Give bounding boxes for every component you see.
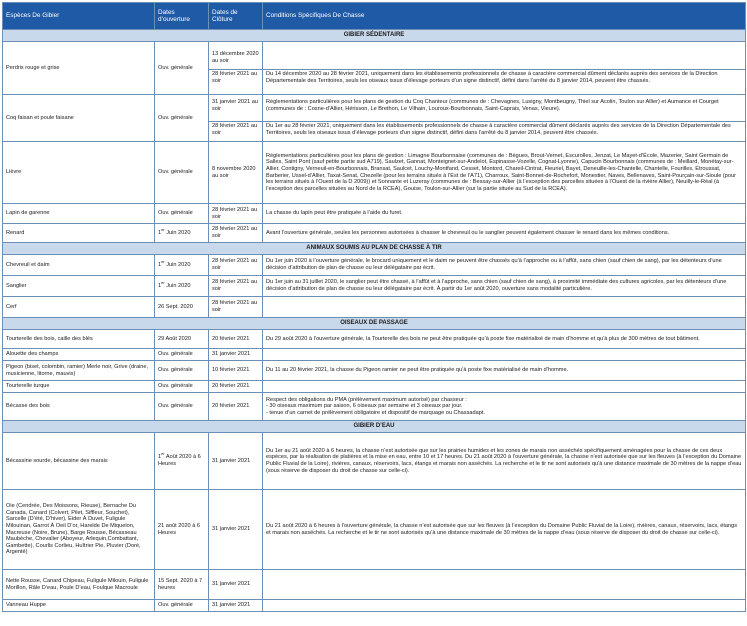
species-cell: Bécasse des bois	[3, 393, 155, 421]
condition-a: Réglementations particulières pour les plans de gestion du Coq Chanteur (communes de : Chevagnes, Lusigny, Montbeugny, Thiel sur Acolin, Toulon sur Allier) et Aumance et Courget (communes de : Cosne-d’Allier, Hérisson, Le Brethon, Le Vilhain, Louroux-Bourbonnais, Saint-Caprais, Venas, Vieure).	[263, 98, 745, 122]
closing-date-cell: 28 février 2021 au soir	[209, 204, 263, 224]
species-cell: Bécassine sourde, bécassine des marais	[3, 433, 155, 490]
table-row	[3, 204, 746, 224]
opening-date-sup: er	[161, 258, 165, 264]
species-cell: Perdrix rouge et grise	[3, 42, 155, 95]
closing-date-cell	[209, 42, 263, 95]
closing-date-cell: 20 février 2021	[209, 330, 263, 349]
closing-date-cell: 31 janvier 2021	[209, 570, 263, 600]
section-title: GIBIER D’EAU	[3, 421, 746, 433]
closing-date-cell: 31 janvier 2021	[209, 433, 263, 490]
closing-date-cell	[209, 95, 263, 142]
opening-date-cell: Ouv. générale	[155, 393, 209, 421]
opening-date-rest: Juin 2020	[164, 229, 191, 236]
condition-cell	[263, 600, 746, 612]
closing-date-cell: 28 février 2021 au soir	[209, 224, 263, 243]
species-cell: Sanglier	[3, 276, 155, 297]
condition-a	[263, 50, 745, 70]
section-title: ANIMAUX SOUMIS AU PLAN DE CHASSE À TIR	[3, 243, 746, 255]
opening-date-cell: Ouv. générale	[155, 142, 209, 204]
opening-date-cell: Ouv. générale	[155, 204, 209, 224]
closing-date-cell: 31 janvier 2021	[209, 600, 263, 612]
table-header-row	[3, 3, 746, 30]
condition-cell: La chasse du lapin peut être pratiquée à l’aide du furet.	[263, 204, 746, 224]
opening-date-cell	[155, 224, 209, 243]
table-row	[3, 361, 746, 381]
condition-line: - 30 oiseaux maximum par saison, 6 oiseaux par semaine et 3 oiseaux par jour.	[266, 403, 463, 410]
closing-date-cell: 8 novembre 2020 au soir	[209, 142, 263, 204]
condition-cell: Du 11 au 20 février 2021, la chasse du Pigeon ramier ne peut être pratiquée qu’à poste fixe matérialisé de main d’homme.	[263, 361, 746, 381]
closing-date-cell: 10 février 2021	[209, 361, 263, 381]
opening-date-cell: Ouv. générale	[155, 381, 209, 393]
hunting-seasons-table	[2, 2, 746, 612]
table-row	[3, 381, 746, 393]
table-row	[3, 276, 746, 297]
table-row	[3, 433, 746, 490]
table-row	[3, 570, 746, 600]
closing-date-cell: 20 février 2021	[209, 393, 263, 421]
condition-cell: Du 1er au 21 août 2020 à 6 heures, la chasse n’est autorisée que sur les prairies humides et les zones de marais non asséchés spécifiquement aménagées pour la chasse de ces deux espèces, par la réalisation de platières et la mise en eau, entre 10 et 17 heures. Du 21 août 2020 à l’ouverture générale, la chasse n’est autorisée que sur les fleuves (à l’exception du Domaine Public Fluvial de la Loire), rivières, canaux, réservoirs, lacs, étangs et marais non asséchés. La recherche et le tir ne sont autorisés qu’à une distance maximale de 30 mètres de la nappe d’eau (sous réserve de disposer du droit de chasse sur celle-ci).	[263, 433, 746, 490]
species-cell: Coq faisan et poule faisane	[3, 95, 155, 142]
condition-cell	[263, 349, 746, 361]
table-row	[3, 255, 746, 276]
species-cell: Chevreuil et daim	[3, 255, 155, 276]
closing-date-a: 13 décembre 2020 au soir	[209, 50, 262, 70]
opening-date-cell: 26 Sept. 2020	[155, 297, 209, 318]
closing-date-cell: 28 février 2021 au soir	[209, 297, 263, 318]
condition-cell: Du 21 août 2020 à 6 heures à l’ouverture générale, la chasse n’est autorisée que sur les fleuves (à l’exception du Domaine Public Fluvial de la Loire), rivières, canaux, réservoirs, lacs, étangs et marais non asséchés. La recherche et le tir ne sont autorisés qu’à une distance maximale de 30 mètres de la nappe d’eau (sous réserve de disposer du droit de chasse sur celle-ci).	[263, 490, 746, 570]
table-row	[3, 297, 746, 318]
opening-date-sup: er	[161, 451, 165, 457]
closing-date-cell: 31 janvier 2021	[209, 349, 263, 361]
opening-date-cell	[155, 255, 209, 276]
species-cell: Lapin de garenne	[3, 204, 155, 224]
section-title: OISEAUX DE PASSAGE	[3, 318, 746, 330]
table-row	[3, 224, 746, 243]
opening-date-cell: Ouv. générale	[155, 95, 209, 142]
section-row	[3, 318, 746, 330]
opening-date-text: 1	[158, 261, 162, 268]
closing-date-cell: 31 janvier 2021	[209, 490, 263, 570]
species-cell: Cerf	[3, 297, 155, 318]
table-row	[3, 330, 746, 349]
opening-date-cell: Ouv. générale	[155, 42, 209, 95]
opening-date-cell: Ouv. générale	[155, 349, 209, 361]
opening-date-cell: 15 Sept. 2020 à 7 heures	[155, 570, 209, 600]
condition-cell: Du 1er juin 2020 à l’ouverture générale, le brocard uniquement et le daim ne peuvent être chassés qu’à l’approche ou à l’affût, sans chien (sauf chien de sang), par les détenteurs d’une décision d’attribution de plan de chasse ou leur délégataire par écrit.	[263, 255, 746, 276]
section-row	[3, 243, 746, 255]
species-cell: Nette Rousse, Canard Chipeau, Fuligule Milouin, Fuligule Morillon, Râle D’eau, Poule D’eau, Foulque Macroule	[3, 570, 155, 600]
species-cell: Lièvre	[3, 142, 155, 204]
condition-cell	[263, 297, 746, 318]
species-cell: Alouette des champs	[3, 349, 155, 361]
table-row	[3, 490, 746, 570]
condition-cell: Du 1er juin au 31 juillet 2020, le sanglier peut être chassé, à l’affût et à l’approche, sans chien (sauf chien de sang), à proximité immédiate des cultures agricoles, par les détenteurs d’une décision d’attribution de plan de chasse ou leur délégataire par écrit. À partir du 1er août 2020, ouverture sans modalité particulière.	[263, 276, 746, 297]
species-cell: Tourterelle turque	[3, 381, 155, 393]
table-row	[3, 349, 746, 361]
table-row	[3, 42, 746, 95]
closing-date-cell: 20 février 2021	[209, 381, 263, 393]
table-row	[3, 600, 746, 612]
section-row	[3, 30, 746, 42]
species-cell: Oie (Cendrée, Des Moissons, Rieuse), Bernache Du Canada, Canard (Colvert, Pilet, Siffleur, Souchet), Sarcelle (D’été, D’hiver), Eider À Duvet, Fuligule Milouinan, Garrot À Oeil D’or, Harelde De Miquelon, Macreuse (Noire, Brune), Barge Rousse, Bécasseau Maubèche, Chevalier (Aboyeur, Arlequin,Combattant, Gambette), Courlis Corlieu, Huîtrier Pie, Pluvier (Doré, Argenté)	[3, 490, 155, 570]
opening-date-sup: er	[161, 279, 165, 285]
condition-cell: Du 29 août 2020 à l’ouverture générale, la Tourterelle des bois ne peut être pratiquée qu’à poste fixe matérialisé de main d’homme et qu’à plus de 300 mètres de tout bâtiment.	[263, 330, 746, 349]
opening-date-cell: Ouv. générale	[155, 600, 209, 612]
closing-date-b: 28 février 2021 au soir	[212, 123, 258, 136]
closing-date-b: 28 février 2021 au soir	[212, 71, 258, 84]
condition-cell: Réglementations particulières pour les plans de gestion : Limagne Bourbonnaise (communes de : Bègues, Brout-Vernet, Escurolles, Jenzat, Le Mayet-d’École, Mazerier, Saint Germain de Salles, Saint Pont (sauf petite partie sud A719), Saulzet, Gannat, Monteignet-sur-Andelot, Espinasse-Vozelle, Cognat-Lyonne), Capucin Bourbonnais (communes de : Meillard, Monétay-sur-Allier, Contigny, Verneuil-en-Bourbonnais, Bransat, Saulcet, Louchy-Montfand, Cesset, Montord, Chareil-Cintrat, Fleuriel, Bayet, Deneuille-les-Chantelle, Chantelle, Fourilles, Étroussat, Barberier, Ussel-d’Allier, Taxat-Senat, Chezelle (pour les terrains situés à l’Est de l’A71), Charroux, Saint-Bonnet-de-Rochefort, Monestier, Naves, Bellenaves, Saint-Pourçain-sur-Sioule (pour les terrains situés à l’Ouest de la D 2009)) et Sonnante et Luzeray (communes de : Bessay-sur-Allier (à l’exception des parcelles situées à l’Ouest de la rivière Allier), Neuilly-le-Réal (à l’exception des parcelles situées au Nord de la RCEA), Gouise, Toulon-sur-Allier (sur la partie située au Sud de la RCEA).	[263, 142, 746, 204]
condition-cell	[263, 570, 746, 600]
opening-date-cell: 29 Août 2020	[155, 330, 209, 349]
opening-date-text: 1	[158, 282, 162, 289]
opening-date-rest: Juin 2020	[164, 261, 191, 268]
header-opening-dates: Dates d’ouverture	[155, 3, 209, 30]
condition-line: Respect des obligations du PMA (prélèvement maximum autorisé) par chasseur :	[266, 396, 467, 403]
condition-b: Du 14 décembre 2020 au 28 février 2021, uniquement dans les établissements professionnels de chasse à caractère commercial dûment déclarés auprès des services de la Direction Départementale des Territoires, seuls les oiseaux issus d’élevage porteurs d’un signe distinctif, défini dans l’arrêté du 8 janvier 2014, peuvent être chassés.	[266, 71, 718, 84]
section-title: GIBIER SÉDENTAIRE	[3, 30, 746, 42]
condition-cell	[263, 393, 746, 421]
closing-date-a: 31 janvier 2021 au soir	[209, 98, 262, 122]
closing-date-cell: 28 février 2021 au soir	[209, 276, 263, 297]
condition-cell	[263, 42, 746, 95]
opening-date-text: 1	[158, 229, 162, 236]
opening-date-rest: Août 2020 à 6 Heures	[158, 454, 201, 467]
header-species: Espèces De Gibier	[3, 3, 155, 30]
condition-line: - tenue d’un carnet de prélèvement obligatoire et dispositif de marquage ou Chassadapt.	[266, 409, 485, 416]
opening-date-cell: Ouv. générale	[155, 361, 209, 381]
table-row	[3, 142, 746, 204]
species-cell: Vanneau Huppe	[3, 600, 155, 612]
condition-b: Du 1er au 28 février 2021, uniquement dans les établissements professionnels de chasse à caractère commercial dûment déclarés auprès des services de la Direction Départementale des Territoires, seuls les oiseaux issus d’élevage porteurs d’un signe distinctif, défini dans l’arrêté du 8 janvier 2014, peuvent être chassés.	[266, 123, 731, 136]
opening-date-sup: er	[161, 226, 165, 232]
condition-cell	[263, 95, 746, 142]
condition-cell: Avant l’ouverture générale, seules les personnes autorisées à chasser le chevreuil ou le sanglier peuvent également chasser le renard dans les mêmes conditions.	[263, 224, 746, 243]
opening-date-text: 1	[158, 454, 162, 461]
header-conditions: Conditions Spécifiques De Chasse	[263, 3, 746, 30]
header-closing-dates: Dates de Clôture	[209, 3, 263, 30]
species-cell: Renard	[3, 224, 155, 243]
condition-cell	[263, 381, 746, 393]
table-row	[3, 95, 746, 142]
opening-date-cell	[155, 433, 209, 490]
closing-date-cell: 28 février 2021 au soir	[209, 255, 263, 276]
opening-date-cell	[155, 276, 209, 297]
opening-date-cell: 21 août 2020 à 6 Heures	[155, 490, 209, 570]
species-cell: Tourterelle des bois, caille des blés	[3, 330, 155, 349]
opening-date-rest: Juin 2020	[164, 282, 191, 289]
table-row	[3, 393, 746, 421]
species-cell: Pigeon (biset, colombin, ramier) Merle noir, Grive (draine, musicienne, litorne, mauvis)	[3, 361, 155, 381]
section-row	[3, 421, 746, 433]
